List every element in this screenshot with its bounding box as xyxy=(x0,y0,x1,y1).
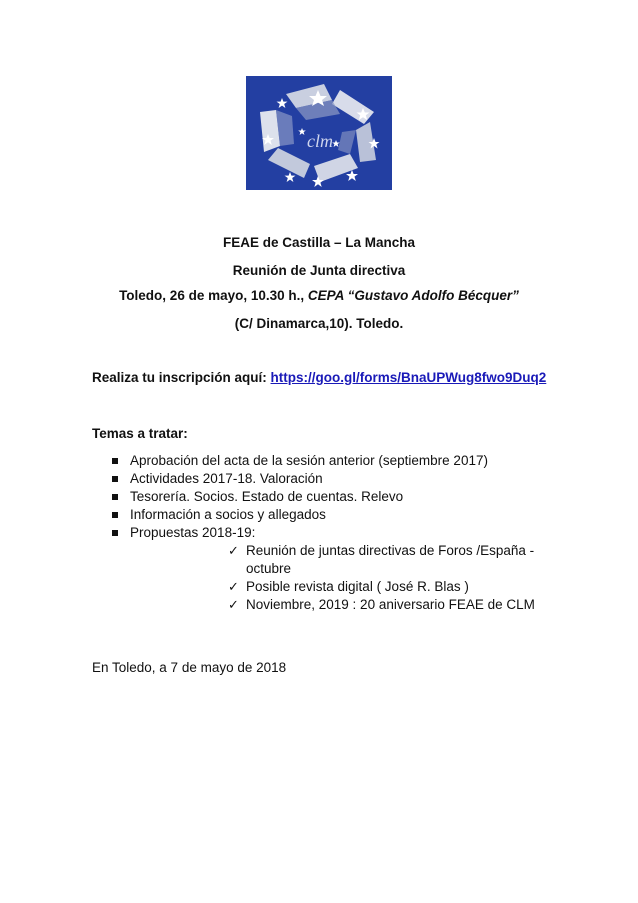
list-item-text: Información a socios y allegados xyxy=(130,507,326,522)
list-item-text: Propuestas 2018-19: xyxy=(130,525,256,540)
topics-list xyxy=(112,452,488,542)
square-bullet-icon xyxy=(112,530,118,536)
feae-clm-logo xyxy=(246,76,392,190)
venue-name: CEPA “Gustavo Adolfo Bécquer” xyxy=(307,288,519,303)
list-item xyxy=(112,506,488,524)
list-item-text: Tesorería. Socios. Estado de cuentas. Relevo xyxy=(130,489,404,504)
square-bullet-icon xyxy=(112,494,118,500)
svg-text:clm: clm xyxy=(307,131,333,151)
square-bullet-icon xyxy=(112,512,118,518)
list-item xyxy=(112,470,488,488)
list-item xyxy=(228,542,538,578)
meeting-title: Reunión de Junta directiva xyxy=(232,263,406,278)
list-item xyxy=(112,452,488,470)
list-item xyxy=(228,578,538,596)
list-item-text: Noviembre, 2019 : 20 aniversario FEAE de CLM xyxy=(246,597,535,612)
square-bullet-icon xyxy=(112,458,118,464)
list-item xyxy=(228,596,538,614)
meeting-date-place xyxy=(0,288,638,303)
square-bullet-icon xyxy=(112,476,118,482)
list-item-text: Reunión de juntas directivas de Foros /España - octubre xyxy=(246,543,535,576)
organization-title: FEAE de Castilla – La Mancha xyxy=(222,235,416,250)
list-item-text: Actividades 2017-18. Valoración xyxy=(130,471,323,486)
registration-label: Realiza tu inscripción aquí: xyxy=(92,370,271,385)
proposals-list xyxy=(228,542,538,614)
checkmark-icon: ✓ xyxy=(228,543,239,558)
meeting-address: (C/ Dinamarca,10). Toledo. xyxy=(234,316,404,331)
list-item xyxy=(112,524,488,542)
list-item xyxy=(112,488,488,506)
date-time-text: Toledo, 26 de mayo, 10.30 h., xyxy=(119,288,308,303)
checkmark-icon: ✓ xyxy=(228,597,239,612)
checkmark-icon: ✓ xyxy=(228,579,239,594)
registration-line xyxy=(92,370,546,385)
closing-date-line: En Toledo, a 7 de mayo de 2018 xyxy=(92,660,287,675)
topics-heading: Temas a tratar: xyxy=(92,426,188,441)
registration-link[interactable]: https://goo.gl/forms/BnaUPWug8fwo9Duq2 xyxy=(270,370,547,385)
list-item-text: Aprobación del acta de la sesión anterior (septiembre 2017) xyxy=(130,453,488,468)
list-item-text: Posible revista digital ( José R. Blas ) xyxy=(246,579,469,594)
